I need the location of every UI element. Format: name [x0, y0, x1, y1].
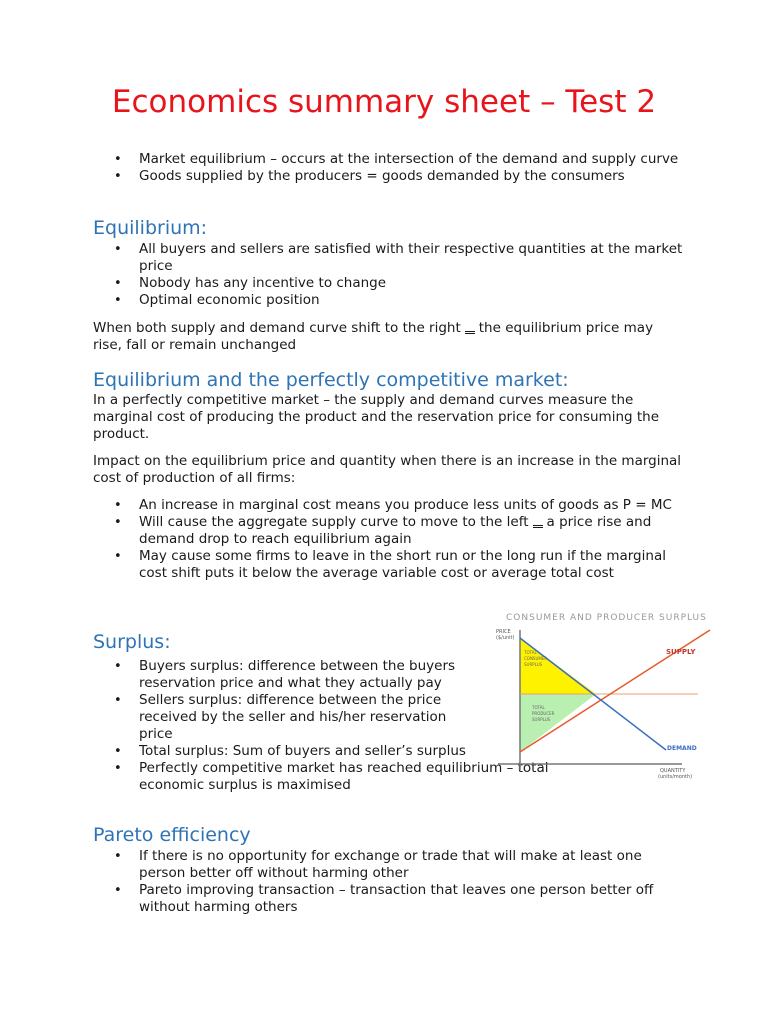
shift-paragraph	[93, 320, 683, 354]
impact-paragraph: Impact on the equilibrium price and quantity when there is an increase in the marginal cost of production of all firms:	[93, 453, 682, 486]
list-item: • If there is no opportunity for exchange or trade that will make at least one person better off without harming other	[93, 848, 683, 882]
list-item: • Pareto improving transaction – transaction that leaves one person better off without harming others	[93, 882, 683, 916]
producer-surplus-label: PRODUCER	[532, 711, 555, 716]
consumer-surplus-label: SURPLUS	[524, 662, 543, 667]
producer-surplus-area	[520, 694, 596, 752]
pareto-heading: Pareto efficiency	[93, 824, 251, 846]
pareto-section	[93, 823, 683, 916]
competitive-heading: Equilibrium and the perfectly competitive market:	[93, 369, 569, 391]
equilibrium-list	[93, 241, 683, 309]
supply-label: SUPPLY	[666, 648, 696, 656]
list-item	[93, 514, 683, 548]
shift-text-after: the equilibrium price may rise, fall or remain unchanged	[93, 320, 654, 353]
surplus-heading: Surplus:	[93, 631, 171, 653]
list-item: • Nobody has any incentive to change	[93, 275, 683, 292]
demand-label: DEMAND	[667, 745, 697, 752]
producer-surplus-label: SURPLUS	[532, 717, 551, 722]
pareto-list	[93, 848, 683, 916]
list-item: • Perfectly competitive market has reached equilibrium – total economic surplus is maximised	[93, 760, 559, 794]
item-text-before: Will cause the aggregate supply curve to move to the left	[139, 514, 529, 530]
list-item: • Goods supplied by the producers = goods demanded by the consumers	[93, 168, 683, 185]
x-axis-label: QUANTITY	[660, 768, 686, 774]
list-item: • Sellers surplus: difference between the price received by the seller and his/her reservation price	[93, 692, 484, 743]
equilibrium-heading: Equilibrium:	[93, 217, 208, 239]
equilibrium-section	[93, 216, 683, 354]
figure-top-caption: CONSUMER AND PRODUCER SURPLUS	[506, 613, 707, 623]
list-item: • Optimal economic position	[93, 292, 683, 309]
competitive-list	[93, 497, 683, 582]
list-item: • All buyers and sellers are satisfied with their respective quantities at the market price	[93, 241, 683, 275]
x-axis-unit: (units/month)	[658, 774, 693, 780]
list-item: • Total surplus: Sum of buyers and seller’s surplus	[93, 743, 484, 760]
item-text-after: a price rise and demand drop to reach equilibrium again	[139, 514, 652, 547]
competitive-section	[93, 368, 683, 582]
intro-section	[93, 151, 683, 185]
competitive-paragraph: In a perfectly competitive market – the supply and demand curves measure the marginal cost of producing the product and the reservation price for consuming the product.	[93, 392, 660, 442]
consumer-surplus-label: CONSUMER	[524, 656, 548, 661]
list-item: • Market equilibrium – occurs at the intersection of the demand and supply curve	[93, 151, 683, 168]
producer-surplus-label: TOTAL	[532, 705, 545, 710]
surplus-diagram	[486, 612, 730, 792]
list-item: • May cause some firms to leave in the short run or the long run if the marginal cost shift puts it below the average variable cost or average total cost	[93, 548, 683, 582]
implies-arrow-icon	[533, 518, 543, 528]
page-title: Economics summary sheet – Test 2	[111, 84, 657, 120]
implies-arrow-icon	[465, 324, 475, 334]
list-item: • Buyers surplus: difference between the buyers reservation price and what they actually pay	[93, 658, 484, 692]
y-axis-label: PRICE	[496, 629, 511, 635]
list-item: • An increase in marginal cost means you produce less units of goods as P = MC	[93, 497, 683, 514]
consumer-surplus-label: TOTAL	[524, 650, 537, 655]
shift-text-before: When both supply and demand curve shift to the right	[93, 320, 461, 336]
y-axis-unit: ($/unit)	[496, 635, 515, 641]
intro-list	[93, 151, 683, 185]
